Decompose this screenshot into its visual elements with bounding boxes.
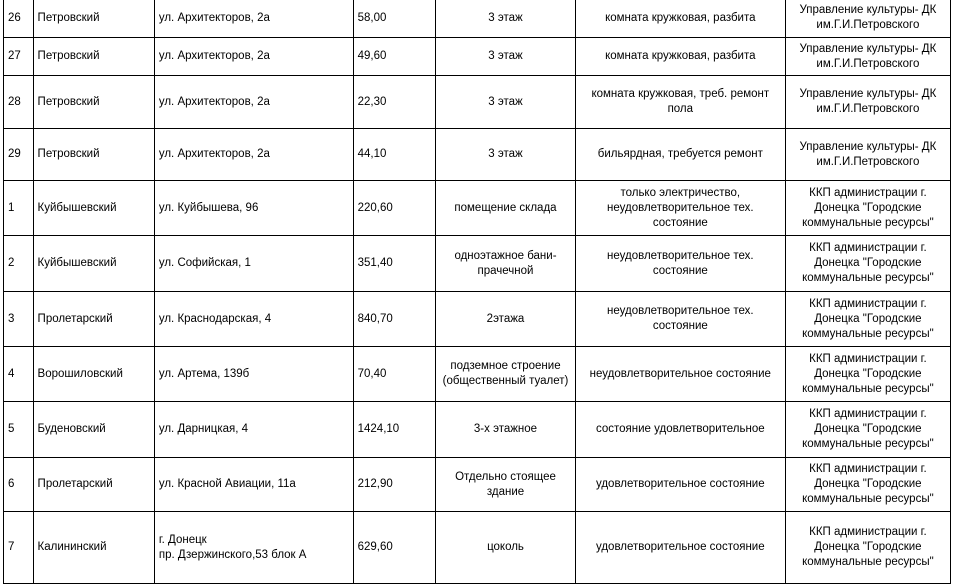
area-cell: 840,70: [353, 292, 436, 347]
district-cell: Калининский: [33, 512, 154, 584]
address-cell: ул. Софийская, 1: [154, 236, 353, 292]
owner-cell: ККП администрации г. Донецка "Городские коммунальные ресурсы": [785, 402, 950, 458]
address-cell: ул. Краснодарская, 4: [154, 292, 353, 347]
district-cell: Пролетарский: [33, 292, 154, 347]
table-row: [4, 402, 951, 458]
address-cell: ул. Архитекторов, 2а: [154, 129, 353, 181]
condition-cell: неудовлетворительное состояние: [575, 347, 785, 402]
owner-cell: ККП администрации г. Донецка "Городские коммунальные ресурсы": [785, 512, 950, 584]
area-cell: 629,60: [353, 512, 436, 584]
condition-cell: бильярдная, требуется ремонт: [575, 129, 785, 181]
table-row: [4, 38, 951, 76]
row-number: 5: [4, 402, 34, 458]
owner-cell: ККП администрации г. Донецка "Городские коммунальные ресурсы": [785, 458, 950, 512]
row-number: 6: [4, 458, 34, 512]
condition-cell: состояние удовлетворительное: [575, 402, 785, 458]
table-row: [4, 512, 951, 584]
description-cell: 3 этаж: [436, 38, 576, 76]
district-cell: Петровский: [33, 76, 154, 129]
condition-cell: комната кружковая, разбита: [575, 0, 785, 38]
district-cell: Буденовский: [33, 402, 154, 458]
table-row: [4, 0, 951, 38]
address-cell: ул. Архитекторов, 2а: [154, 76, 353, 129]
row-number: 27: [4, 38, 34, 76]
condition-cell: удовлетворительное состояние: [575, 458, 785, 512]
district-cell: Петровский: [33, 0, 154, 38]
description-cell: помещение склада: [436, 181, 576, 236]
table-row: [4, 181, 951, 236]
address-cell: ул. Архитекторов, 2а: [154, 38, 353, 76]
district-cell: Петровский: [33, 129, 154, 181]
address-cell: ул. Куйбышева, 96: [154, 181, 353, 236]
area-cell: 22,30: [353, 76, 436, 129]
description-cell: 3 этаж: [436, 129, 576, 181]
address-cell: ул. Красной Авиации, 11а: [154, 458, 353, 512]
owner-cell: ККП администрации г. Донецка "Городские коммунальные ресурсы": [785, 181, 950, 236]
condition-cell: неудовлетворительное тех. состояние: [575, 236, 785, 292]
description-cell: цоколь: [436, 512, 576, 584]
area-cell: 49,60: [353, 38, 436, 76]
condition-cell: комната кружковая, треб. ремонт пола: [575, 76, 785, 129]
area-cell: 44,10: [353, 129, 436, 181]
table-row: [4, 292, 951, 347]
owner-cell: ККП администрации г. Донецка "Городские коммунальные ресурсы": [785, 347, 950, 402]
area-cell: 351,40: [353, 236, 436, 292]
row-number: 26: [4, 0, 34, 38]
owner-cell: Управление культуры- ДК им.Г.И.Петровского: [785, 0, 950, 38]
owner-cell: Управление культуры- ДК им.Г.И.Петровского: [785, 76, 950, 129]
table-row: [4, 129, 951, 181]
address-cell: [154, 512, 353, 584]
table-row: [4, 458, 951, 512]
description-cell: 3 этаж: [436, 0, 576, 38]
row-number: 4: [4, 347, 34, 402]
description-cell: Отдельно стоящее здание: [436, 458, 576, 512]
address-cell: ул. Артема, 139б: [154, 347, 353, 402]
area-cell: 212,90: [353, 458, 436, 512]
property-table: [3, 0, 951, 584]
row-number: 2: [4, 236, 34, 292]
condition-cell: неудовлетворительное тех. состояние: [575, 292, 785, 347]
owner-cell: Управление культуры- ДК им.Г.И.Петровского: [785, 129, 950, 181]
owner-cell: Управление культуры- ДК им.Г.И.Петровского: [785, 38, 950, 76]
row-number: 1: [4, 181, 34, 236]
address-line-2: пр. Дзержинского,53 блок А: [158, 548, 307, 561]
address-cell: ул. Дарницкая, 4: [154, 402, 353, 458]
district-cell: Куйбышевский: [33, 181, 154, 236]
table-row: [4, 236, 951, 292]
district-cell: Куйбышевский: [33, 236, 154, 292]
address-cell: ул. Архитекторов, 2а: [154, 0, 353, 38]
condition-cell: только электричество, неудовлетворительное тех. состояние: [575, 181, 785, 236]
owner-cell: ККП администрации г. Донецка "Городские коммунальные ресурсы": [785, 236, 950, 292]
row-number: 7: [4, 512, 34, 584]
owner-cell: ККП администрации г. Донецка "Городские коммунальные ресурсы": [785, 292, 950, 347]
description-cell: 3-х этажное: [436, 402, 576, 458]
table-row: [4, 76, 951, 129]
district-cell: Ворошиловский: [33, 347, 154, 402]
description-cell: 2этажа: [436, 292, 576, 347]
condition-cell: удовлетворительное состояние: [575, 512, 785, 584]
description-cell: одноэтажное бани-прачечной: [436, 236, 576, 292]
district-cell: Пролетарский: [33, 458, 154, 512]
district-cell: Петровский: [33, 38, 154, 76]
condition-cell: комната кружковая, разбита: [575, 38, 785, 76]
area-cell: 220,60: [353, 181, 436, 236]
description-cell: 3 этаж: [436, 76, 576, 129]
description-cell: подземное строение (общественный туалет): [436, 347, 576, 402]
row-number: 28: [4, 76, 34, 129]
area-cell: 58,00: [353, 0, 436, 38]
table-row: [4, 347, 951, 402]
row-number: 29: [4, 129, 34, 181]
area-cell: 1424,10: [353, 402, 436, 458]
area-cell: 70,40: [353, 347, 436, 402]
address-line-1: г. Донецк: [158, 533, 207, 546]
row-number: 3: [4, 292, 34, 347]
